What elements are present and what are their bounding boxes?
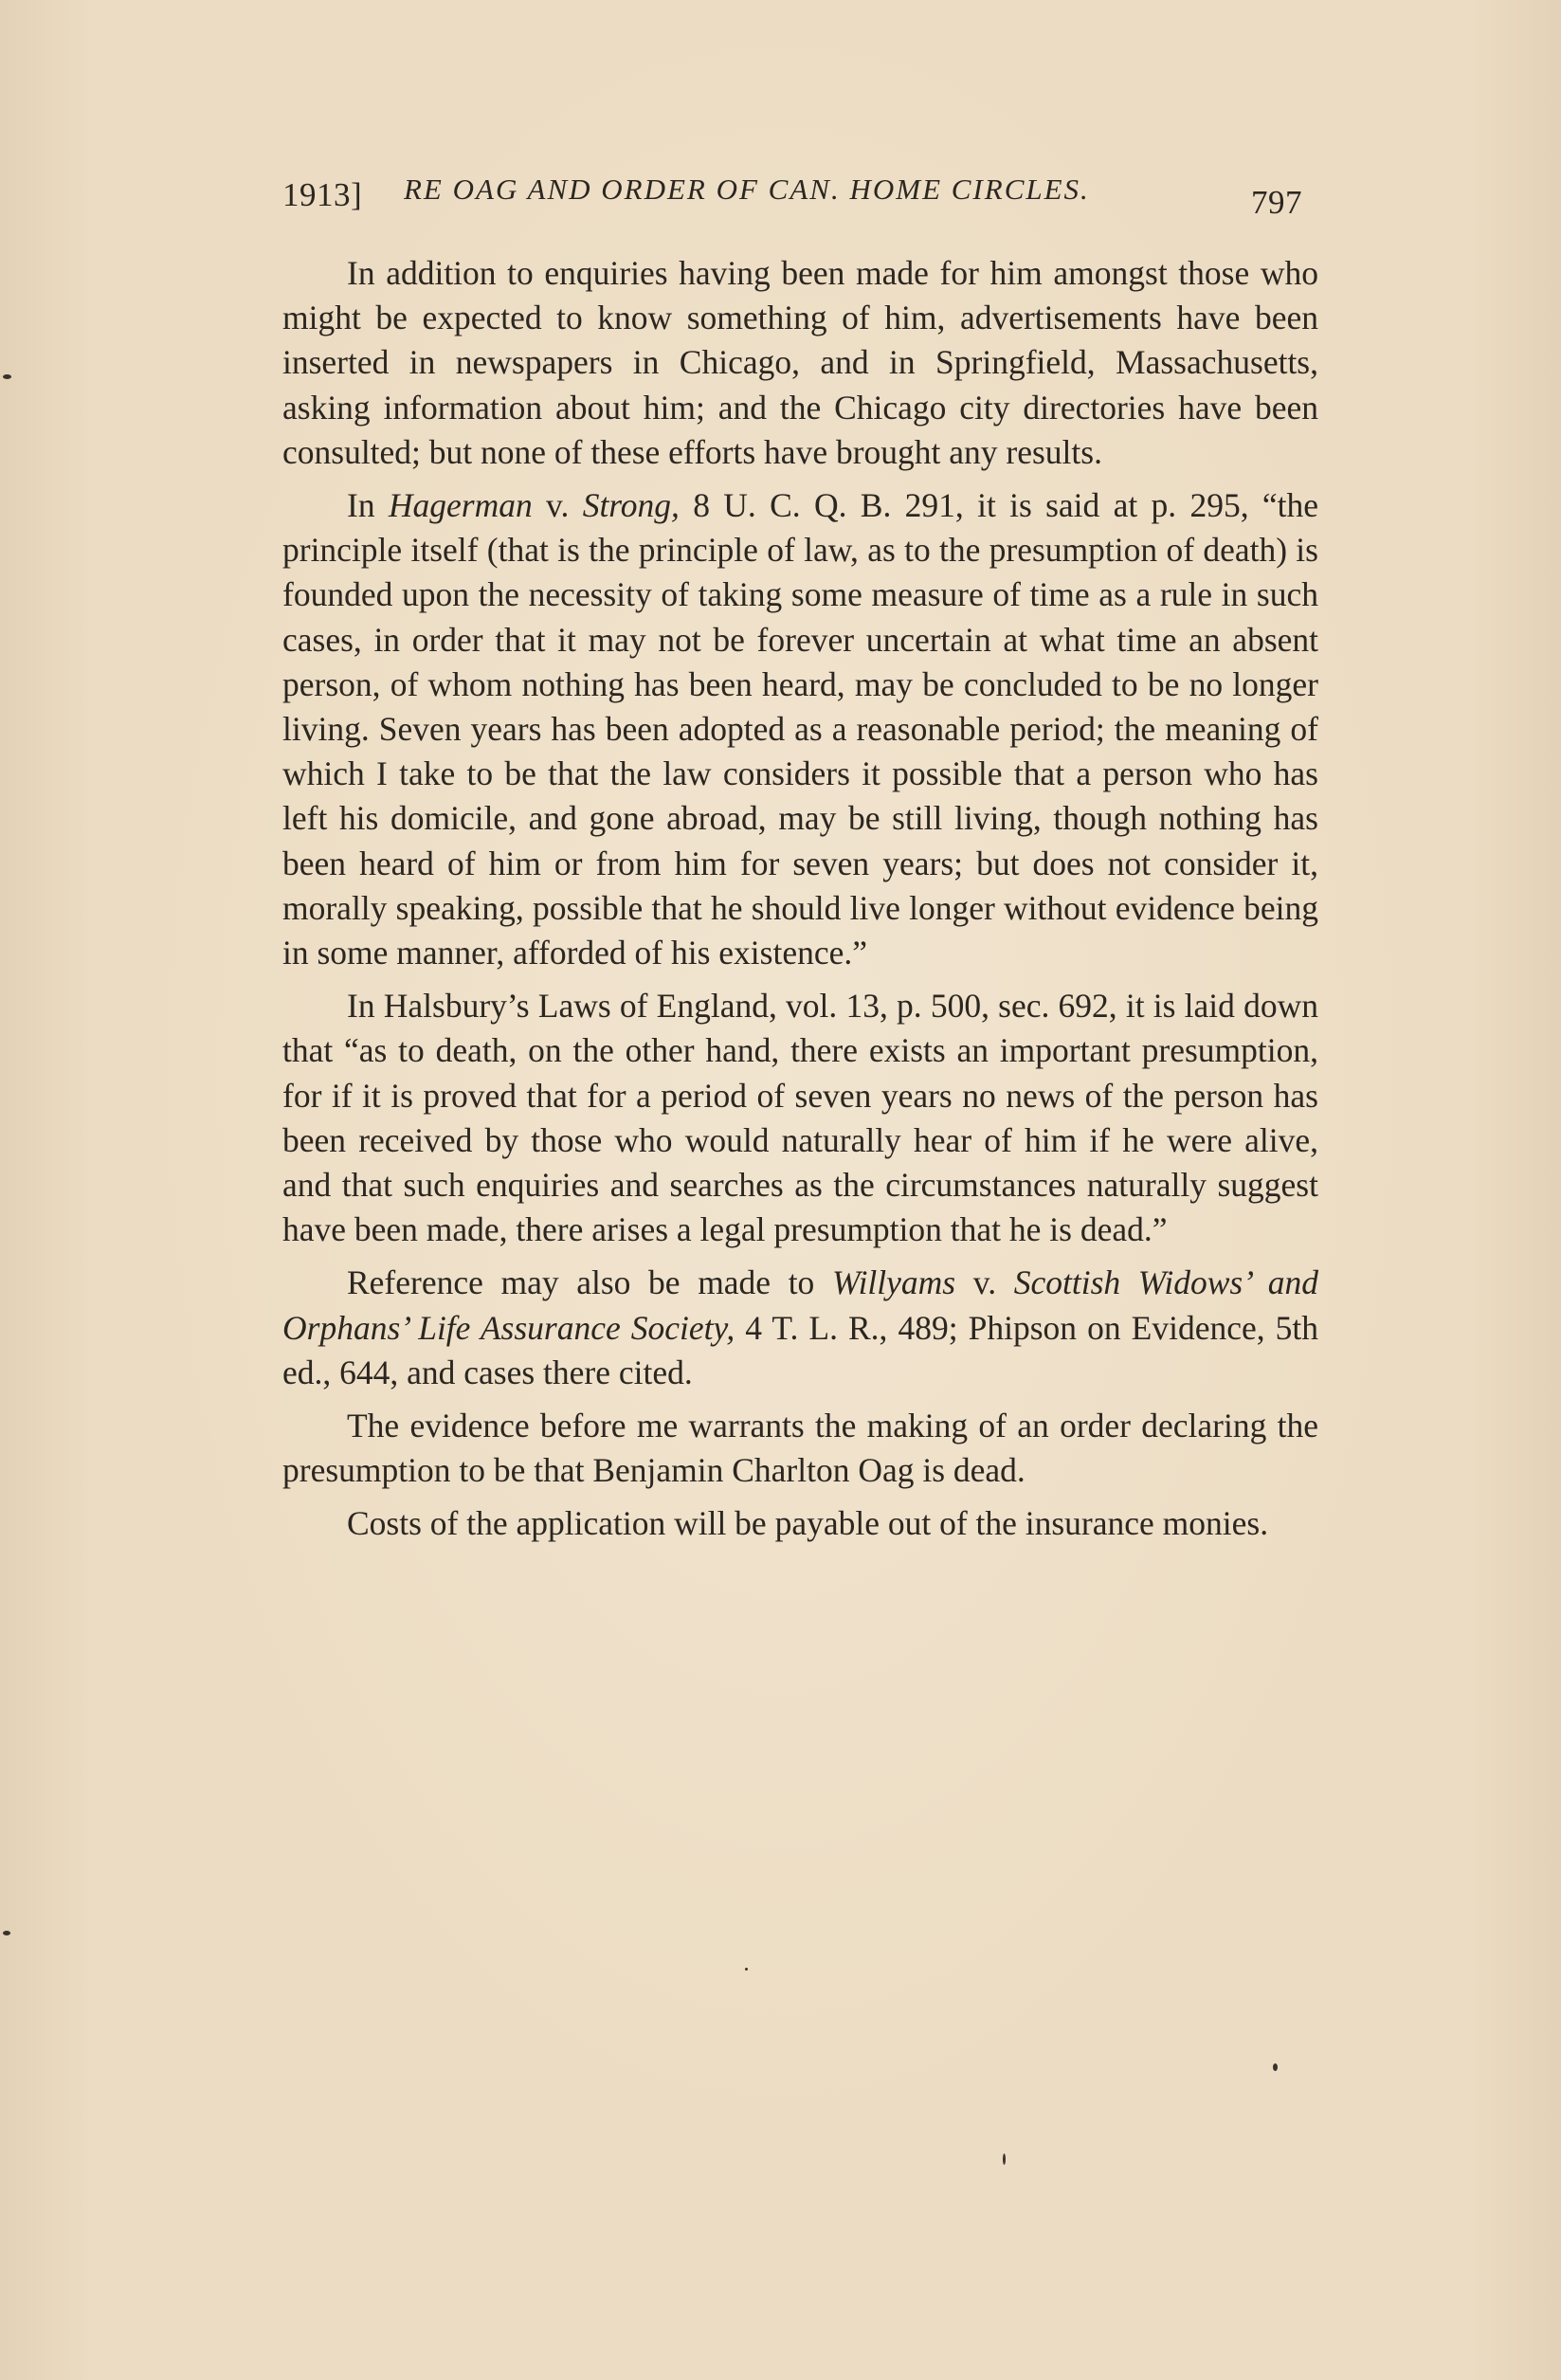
case-name-willyams: Willyams — [831, 1263, 956, 1302]
paragraph-reference-citation: 4 T. L. R., 489; Phipson on Evidence, 5th ed., 644, and cases there cited. — [282, 1308, 1318, 1391]
paragraph-reference-intro: Reference may also be made to — [347, 1263, 832, 1302]
paragraph-reference — [282, 1261, 1318, 1395]
case-name-strong: Strong, — [582, 486, 680, 525]
running-head-year: 1913] — [282, 176, 363, 213]
paragraph-halsbury: In Halsbury’s Laws of England, vol. 13, p. 500, sec. 692, it is laid down that “as to death, on the other hand, there exists an important presumption, for if it is proved that for a period of seven years no news of the person has been received by those who would naturally hear of him if he were alive, and that such enquiries and searches as the circumstances naturally suggest have been made, there arises a legal presumption that he is dead.” — [282, 987, 1318, 1249]
paper-speck — [745, 1968, 748, 1971]
paragraph-hagerman — [282, 483, 1318, 975]
paper-speck — [1273, 2063, 1278, 2071]
case-name-hagerman: Hagerman — [388, 486, 533, 525]
case-versus-2: v. — [955, 1263, 1014, 1302]
case-name-scottish-widows: Scottish Widows’ and Orphans’ Life Assurance Society, — [282, 1263, 1318, 1347]
paragraph-hagerman-quote: 8 U. C. Q. B. 291, it is said at p. 295, “the principle itself (that is the principle of law, as to the presumption of death) is founded upon the necessity of taking some measure of time as a rule in such cases, in order that it may not be forever uncertain at what time an absent person, of whom nothing has been heard, may be concluded to be no longer living. Seven years has been adopted as a reasonable period; the meaning of which I take to be that the law considers it possible that a person who has left his domicile, and gone abroad, may be still living, though nothing has been heard of him or from him for seven years; but does not consider it, morally speaking, possible that he should live longer without evidence being in some manner, afforded of his existence.” — [282, 486, 1319, 972]
paragraph-order: The evidence before me warrants the making of an order declaring the presumption to be that Benjamin Charlton Oag is dead. — [282, 1407, 1318, 1490]
running-head — [282, 169, 1325, 226]
page-body — [282, 251, 1318, 1547]
paragraph-hagerman-intro: In — [347, 486, 389, 525]
paper-speck — [3, 1931, 10, 1935]
paper-speck — [3, 374, 11, 379]
paragraph-costs: Costs of the application will be payable out of the insurance monies. — [347, 1504, 1269, 1543]
paper-speck — [1003, 2153, 1006, 2165]
paragraph-enquiries: In addition to enquiries having been made for him amongst those who might be expected to know something of him, advertisements have been inserted in newspapers in Chicago, and in Springfield, Massachusetts, asking information about him; and the Chicago city directories have been consulted; but none of these efforts have brought any results. — [282, 254, 1318, 471]
case-versus: v. — [532, 486, 583, 525]
page-number: 797 — [1251, 184, 1302, 221]
running-head-title: RE OAG AND ORDER OF CAN. HOME CIRCLES. — [404, 173, 1090, 206]
